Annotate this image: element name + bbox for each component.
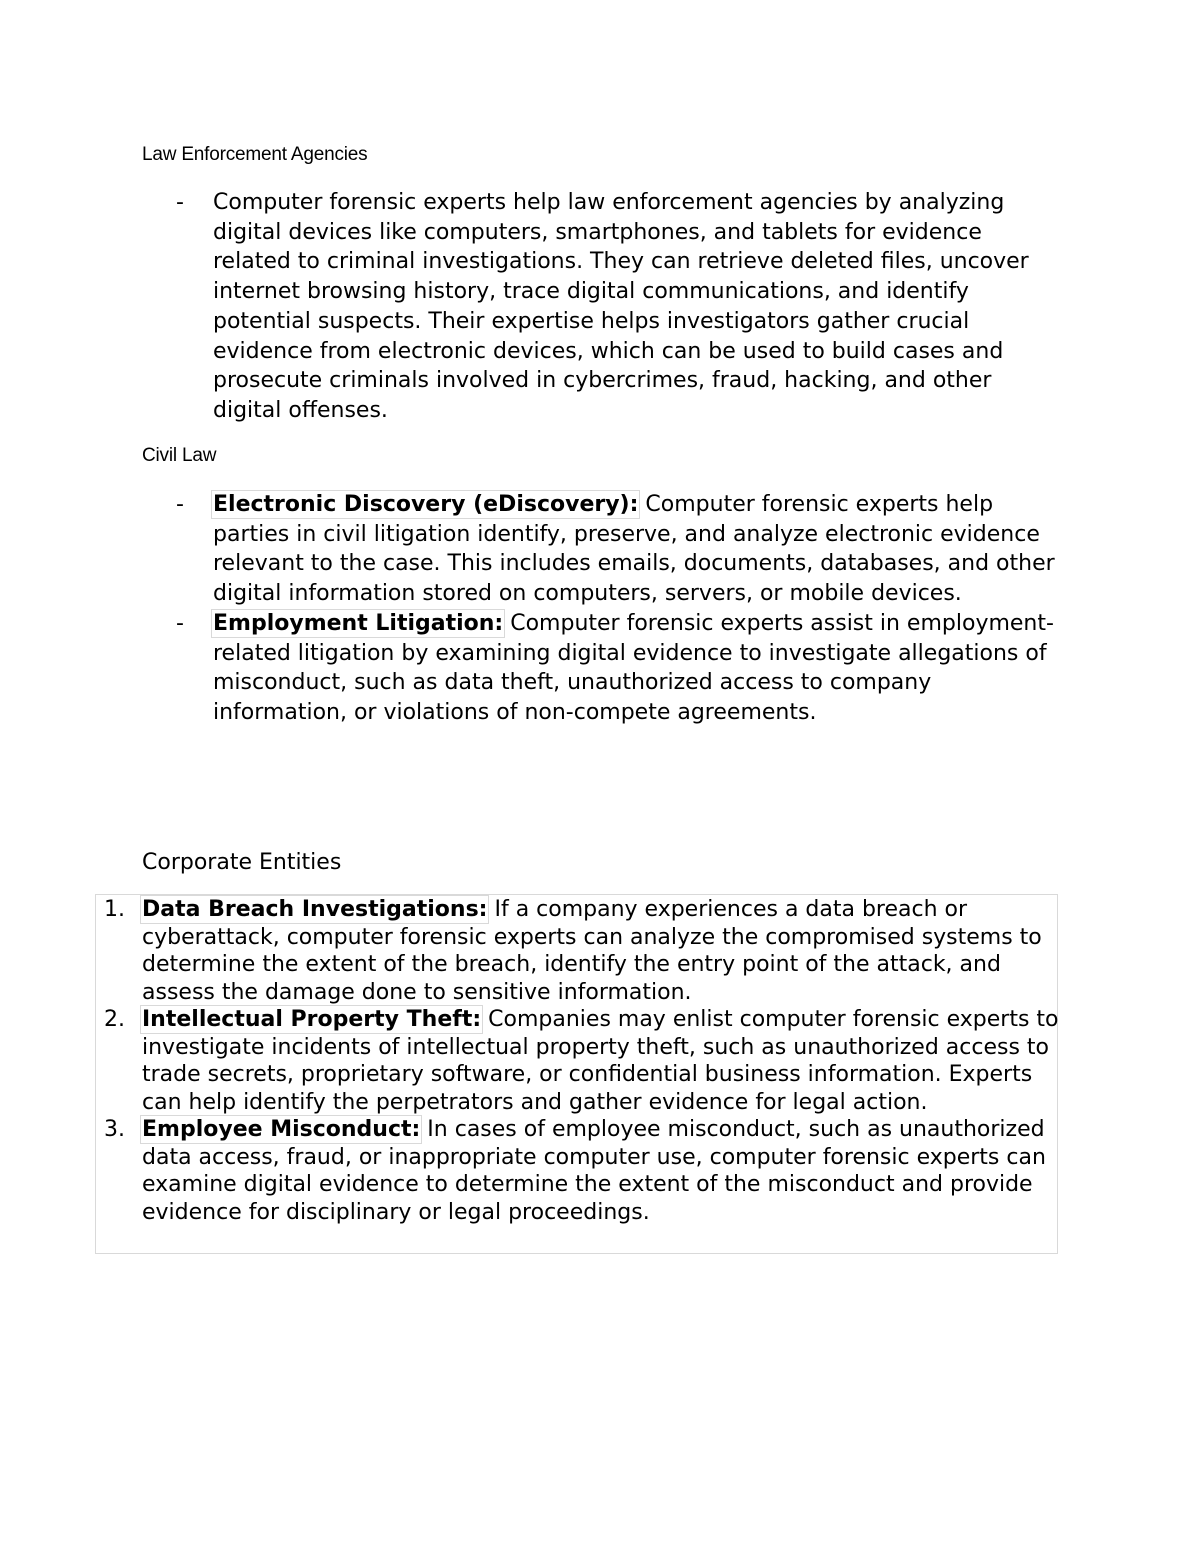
list-number: 2. [104, 1007, 125, 1032]
dash-bullet: - [176, 492, 184, 517]
law-enforcement-list [0, 188, 1100, 426]
term-label: Employee Misconduct: [142, 1117, 421, 1142]
list-item-text: If a company experiences a data breach or cyberattack, computer forensic experts can analyze the compromised systems to determine the extent of the breach, identify the entry point of the attack, and assess the damage done to sensitive information. [142, 897, 1042, 1005]
term-label: Employment Litigation: [213, 610, 504, 636]
list-item [0, 896, 1062, 1006]
list-item-text: Computer forensic experts assist in employment-related litigation by examining digital evidence to investigate allegations of misconduct, such as data theft, unauthorized access to company information, or violations of non-compete agreements. [213, 610, 1054, 725]
list-item [0, 188, 1063, 426]
civil-law-list [0, 490, 1100, 728]
list-number: 1. [104, 897, 125, 922]
corporate-heading: Corporate Entities [142, 850, 342, 875]
list-item-text: Companies may enlist computer forensic experts to investigate incidents of intellectual property theft, such as unauthorized access to trade secrets, proprietary software, or confidential business information. Experts can help identify the perpetrators and gather evidence for legal action. [142, 1007, 1059, 1115]
dash-bullet: - [176, 190, 184, 215]
list-item [0, 1006, 1062, 1116]
dash-bullet: - [176, 610, 184, 636]
term-label: Electronic Discovery (eDiscovery): [213, 492, 639, 517]
list-item [0, 490, 1063, 609]
list-item-text: Computer forensic experts help parties in civil litigation identify, preserve, and analyze electronic evidence relevant to the case. This includes emails, documents, databases, and other digital information stored on computers, servers, or mobile devices. [213, 492, 1055, 607]
list-number: 3. [104, 1117, 125, 1142]
civil-law-heading: Civil Law [142, 445, 217, 466]
corporate-list [0, 896, 1100, 1226]
list-item-text: Computer forensic experts help law enforcement agencies by analyzing digital devices like computers, smartphones, and tablets for evidence related to criminal investigations. They can retrieve deleted files, uncover internet browsing history, trace digital communications, and identify potential suspects. Their expertise helps investigators gather crucial evidence from electronic devices, which can be used to build cases and prosecute criminals involved in cybercrimes, fraud, hacking, and other digital offenses. [213, 190, 1029, 423]
law-enforcement-heading: Law Enforcement Agencies [142, 144, 368, 165]
list-item [0, 609, 1063, 728]
list-item-text: In cases of employee misconduct, such as unauthorized data access, fraud, or inappropriate computer use, computer forensic experts can examine digital evidence to determine the extent of the misconduct and provide evidence for disciplinary or legal proceedings. [142, 1117, 1046, 1225]
list-item [0, 1116, 1062, 1226]
term-label: Data Breach Investigations: [142, 897, 488, 922]
term-label: Intellectual Property Theft: [142, 1007, 482, 1032]
